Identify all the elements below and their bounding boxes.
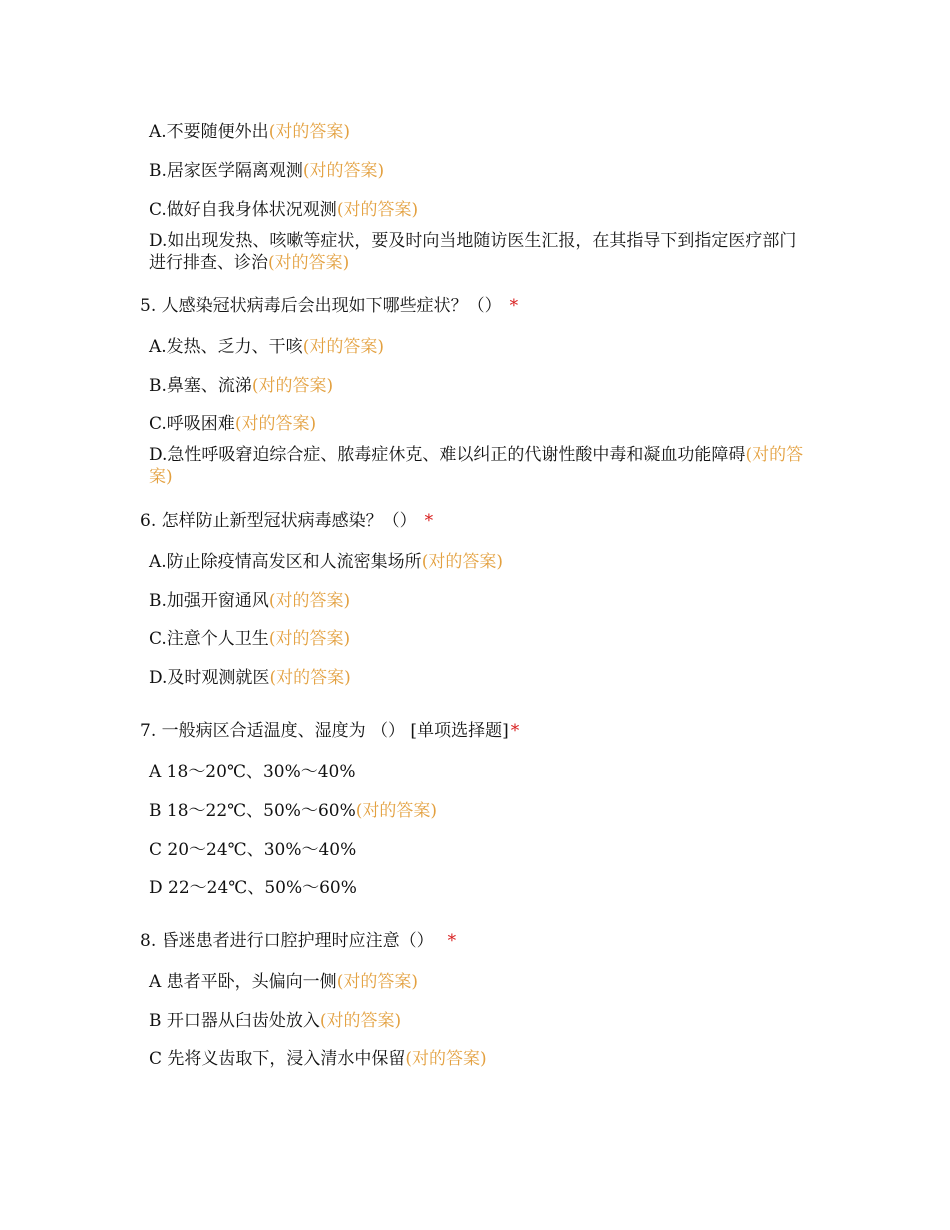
q7-option-a-text: A 18～20℃、30%～40% [149,762,356,782]
required-mark: * [424,511,434,531]
correct-answer-label: (对的答案) [302,337,384,357]
q8-option-a [149,971,809,993]
correct-answer-label: (对的答案) [268,122,350,142]
q8-option-a-text: A 患者平卧，头偏向一侧 [149,972,337,992]
q8-title-text: 8. 昏迷患者进行口腔护理时应注意（） [140,931,434,951]
q8-option-c-text: C 先将义齿取下，浸入清水中保留 [149,1049,406,1069]
correct-answer-label: (对的答案) [405,1049,487,1069]
q5-option-a-text: A.发热、乏力、干咳 [149,337,303,357]
correct-answer-label: (对的答案) [421,552,503,572]
correct-answer-label: (对的答案) [234,414,317,434]
q6-option-c [149,628,809,650]
q5-option-b [149,375,809,397]
q6-option-a-text: A.防止除疫情高发区和人流密集场所 [149,552,422,572]
q5-option-d [149,444,804,488]
required-mark: * [510,721,520,741]
q5-option-d-text: D.急性呼吸窘迫综合症、脓毒症休克、难以纠正的代谢性酸中毒和凝血功能障碍 [149,445,746,465]
q6-option-c-text: C.注意个人卫生 [149,629,269,649]
q6-title [140,510,840,532]
correct-answer-label: (对的答案) [355,801,438,821]
q7-option-c [149,839,809,861]
q4-option-b-text: B.居家医学隔离观测 [149,161,303,181]
q6-title-text: 6. 怎样防止新型冠状病毒感染？（） [140,511,417,531]
required-mark: * [447,931,457,951]
q5-option-c [149,413,809,435]
q4-option-a [149,121,809,143]
correct-answer-label: (对的答案) [268,591,351,611]
q6-option-d-text: D.及时观测就医 [149,668,270,688]
q7-title-text: 7. 一般病区合适温度、湿度为 （） [单项选择题] [140,721,509,741]
q8-option-b [149,1010,809,1032]
q4-option-a-text: A.不要随便外出 [149,122,269,142]
q7-option-d [149,877,809,899]
required-mark: * [509,296,519,316]
correct-answer-label: (对的答案) [251,376,334,396]
correct-answer-label: (对的答案) [149,445,804,487]
q4-option-b [149,160,809,182]
q5-title-text: 5. 人感染冠状病毒后会出现如下哪些症状？（） [140,296,502,316]
correct-answer-label: (对的答案) [269,668,351,688]
q6-option-a [149,551,809,573]
q5-option-c-text: C.呼吸困难 [149,414,235,434]
q4-option-c [149,199,809,221]
q6-option-b [149,590,809,612]
correct-answer-label: (对的答案) [268,629,351,649]
q6-option-b-text: B.加强开窗通风 [149,591,269,611]
q7-option-b-text: B 18～22℃、50%～60% [149,801,356,821]
q4-option-d-text: D.如出现发热、咳嗽等症状，要及时向当地随访医生汇报，在其指导下到指定医疗部门进行排查、诊治 [149,231,797,273]
q5-option-a [149,336,809,358]
q8-option-b-text: B 开口器从臼齿处放入 [149,1011,320,1031]
q7-option-b [149,800,809,822]
correct-answer-label: (对的答案) [268,253,350,273]
correct-answer-label: (对的答案) [336,972,418,992]
q4-option-d [149,230,804,274]
correct-answer-label: (对的答案) [336,200,419,220]
q5-title [140,295,840,317]
q8-option-c [149,1048,809,1070]
q7-title [140,720,840,742]
q8-title [140,930,840,952]
q7-option-c-text: C 20～24℃、30%～40% [149,840,357,860]
q7-option-d-text: D 22～24℃、50%～60% [149,878,357,898]
correct-answer-label: (对的答案) [302,161,385,181]
q7-option-a [149,761,809,783]
correct-answer-label: (对的答案) [319,1011,402,1031]
q4-option-c-text: C.做好自我身体状况观测 [149,200,337,220]
q6-option-d [149,667,809,689]
q5-option-b-text: B.鼻塞、流涕 [149,376,252,396]
